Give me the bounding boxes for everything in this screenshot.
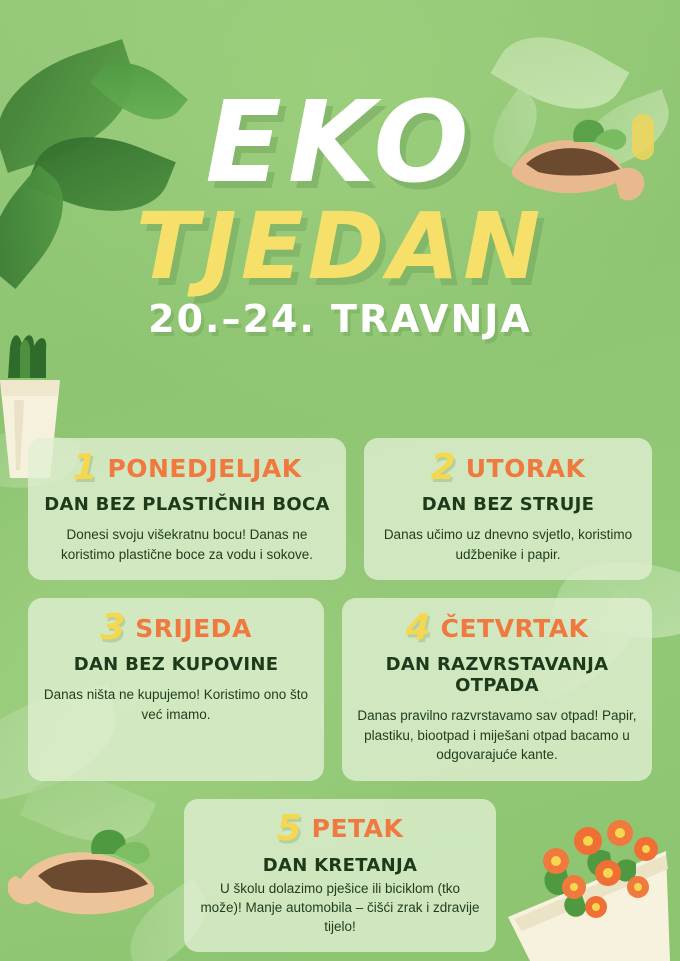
- day-subtitle: DAN RAZVRSTAVANJA OTPADA: [385, 654, 609, 697]
- poster-dates: 20.–24. TRAVNJA: [148, 297, 532, 342]
- day-number: 1: [72, 447, 98, 488]
- day-card-list: [28, 438, 652, 961]
- day-name: ČETVRTAK: [440, 613, 589, 643]
- day-description: U školu dolazimo pješice ili biciklom (tko može)! Manje automobila – čišći zrak i zdravije tijelo!: [200, 880, 480, 934]
- day-name: UTORAK: [465, 453, 586, 483]
- day-description: Danas učimo uz dnevno svjetlo, koristimo udžbenike i papir.: [383, 527, 633, 562]
- day-card-header: [356, 607, 638, 649]
- day-description: Danas ništa ne kupujemo! Koristimo ono što već imamo.: [43, 687, 309, 722]
- day-description: Danas pravilno razvrstavamo sav otpad! Papir, plastiku, biootpad i miješani otpad bacamo u odgovarajuće kante.: [357, 708, 637, 763]
- day-name: SRIJEDA: [135, 613, 252, 643]
- card-row-3: [28, 799, 652, 953]
- card-row-1: [28, 438, 652, 580]
- day-card-header: [378, 447, 638, 488]
- day-number: 2: [430, 447, 456, 488]
- day-subtitle: DAN BEZ STRUJE: [421, 494, 595, 515]
- day-card-cetvrtak: [342, 598, 652, 781]
- day-card-header: [198, 807, 482, 849]
- page-title-line2: TJEDAN: [135, 193, 545, 301]
- day-card-ponedjeljak: [28, 438, 346, 580]
- day-number: 5: [276, 807, 302, 849]
- day-number: 3: [100, 607, 126, 649]
- poster-header: [0, 78, 680, 342]
- day-number: 4: [405, 607, 431, 649]
- day-name: PETAK: [311, 814, 404, 844]
- day-subtitle: DAN BEZ KUPOVINE: [73, 654, 279, 676]
- day-card-header: [42, 607, 310, 649]
- day-card-srijeda: [28, 598, 324, 781]
- day-subtitle: DAN BEZ PLASTIČNIH BOCA: [44, 494, 330, 515]
- day-card-utorak: [364, 438, 652, 580]
- day-name: PONEDJELJAK: [107, 453, 302, 483]
- day-description: Donesi svoju višekratnu bocu! Danas ne koristimo plastične boce za vodu i sokove.: [60, 527, 314, 562]
- day-card-header: [42, 447, 332, 488]
- day-subtitle: DAN KRETANJA: [262, 854, 418, 876]
- page-title-line1: EKO: [205, 78, 475, 208]
- card-row-2: [28, 598, 652, 781]
- day-card-petak: [184, 799, 496, 953]
